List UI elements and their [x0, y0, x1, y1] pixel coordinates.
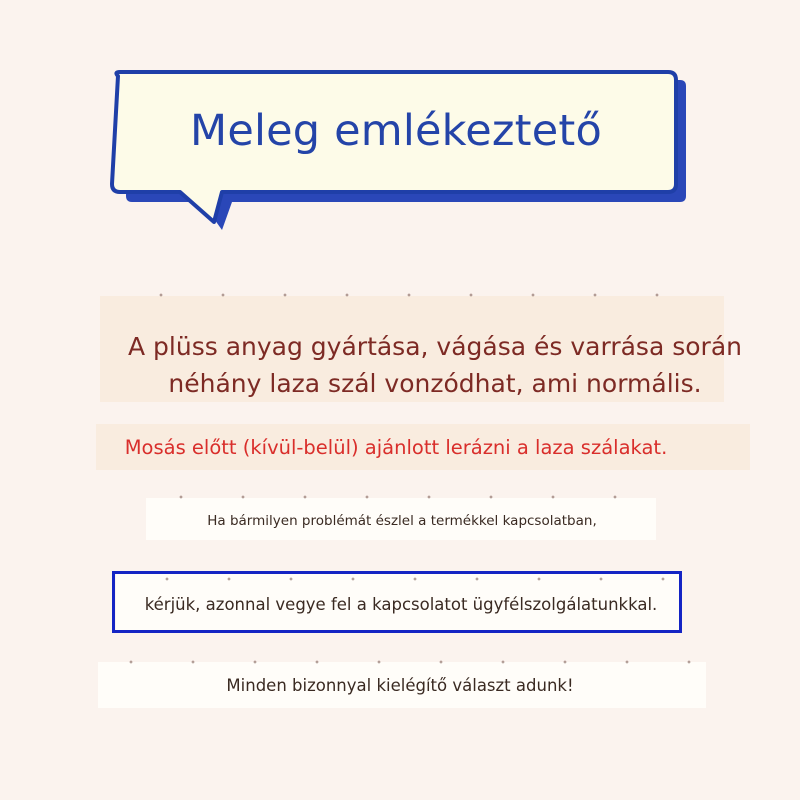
page-title: Meleg emlékeztető	[190, 106, 602, 156]
dotted-edge	[130, 292, 670, 298]
notice-paragraph	[100, 328, 770, 402]
notice-line-1: A plüss anyag gyártása, vágása és varrása során	[128, 332, 742, 361]
problem-text: Ha bármilyen problémát észlel a termékkel kapcsolatban,	[207, 513, 597, 529]
contact-text: kérjük, azonnal vegye fel a kapcsolatot ügyfélszolgálatunkkal.	[144, 595, 658, 614]
notice-line-2: néhány laza szál vonzódhat, ami normális.	[168, 369, 702, 398]
dotted-edge	[150, 494, 650, 500]
dotted-edge	[100, 659, 700, 665]
wash-tip-text: Mosás előtt (kívül-belül) ajánlott lerázni a laza szálakat.	[124, 436, 668, 459]
speech-bubble	[0, 0, 800, 260]
closing-text: Minden bizonnyal kielégítő választ adunk!	[226, 676, 574, 695]
